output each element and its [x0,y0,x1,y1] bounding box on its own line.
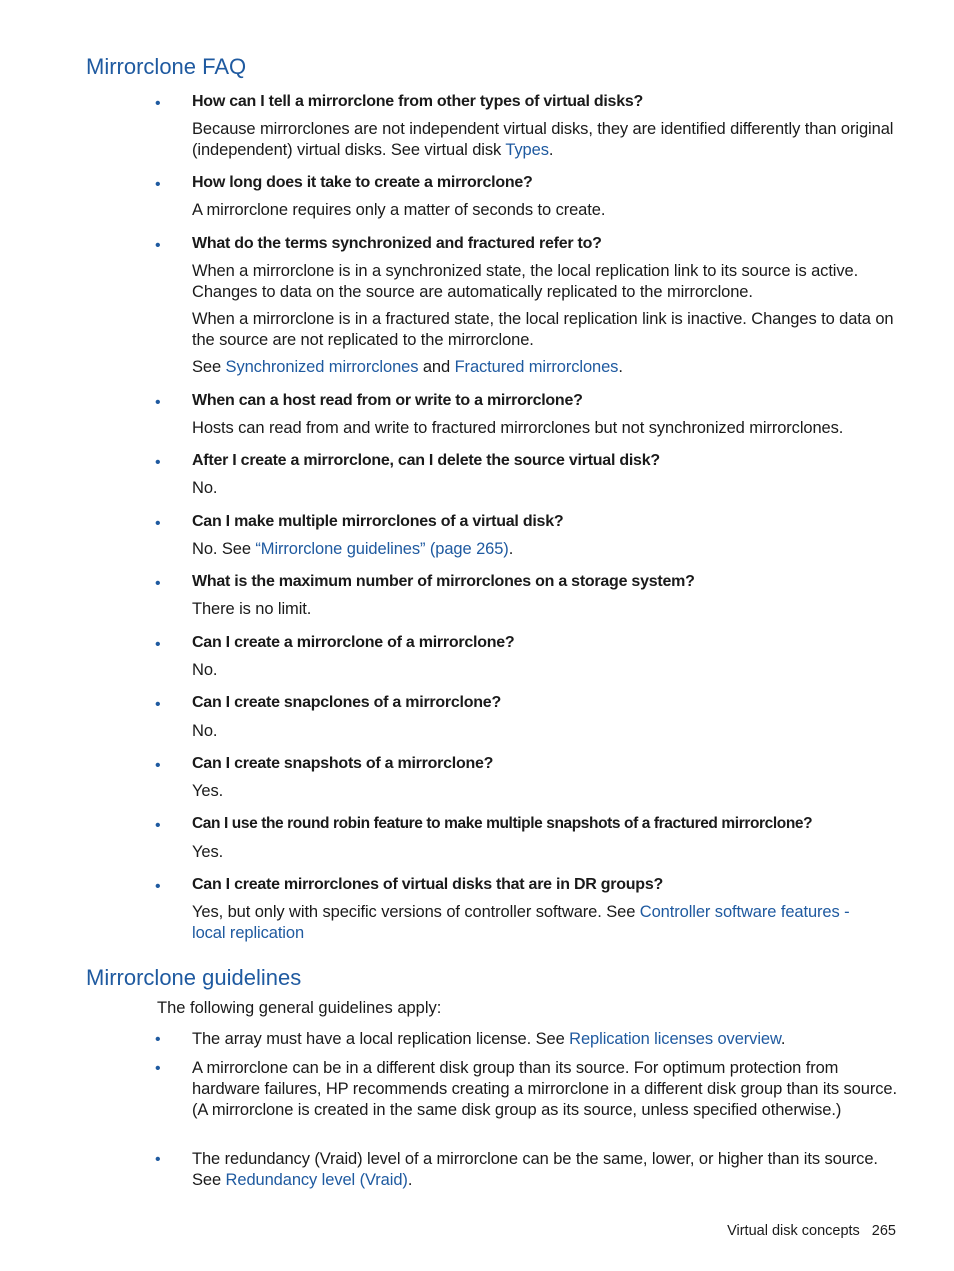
faq-question: What do the terms synchronized and fractured refer to? [192,235,602,252]
bullet-icon: • [155,237,161,254]
bullet-icon: • [155,696,161,713]
faq-answer: No. [192,479,218,497]
guideline-text: The array must have a local replication license. See Replication licenses overview. [192,1030,786,1048]
page-number: 265 [871,1223,896,1239]
faq-question: Can I create mirrorclones of virtual disks that are in DR groups? [192,876,663,893]
faq-question: Can I create a mirrorclone of a mirrorclone? [192,634,515,651]
bullet-icon: • [155,757,161,774]
faq-question: Can I create snapshots of a mirrorclone? [192,755,494,772]
faq-question: What is the maximum number of mirrorclones on a storage system? [192,573,695,590]
bullet-icon: • [155,1151,161,1168]
faq-answer: No. [192,722,218,740]
bullet-icon: • [155,878,161,895]
bullet-icon: • [155,817,161,834]
faq-answer: Yes, but only with specific versions of controller software. See Controller software features - local replication [192,903,850,942]
mirrorclone-guidelines-link[interactable]: “Mirrorclone guidelines” (page 265) [255,540,509,558]
replication-licenses-link[interactable]: Replication licenses overview [569,1030,781,1048]
guidelines-intro: The following general guidelines apply: [157,999,442,1017]
controller-software-features-link[interactable]: Controller software features - local replication [192,903,850,942]
bullet-icon: • [155,454,161,471]
guideline-text: A mirrorclone can be in a different disk group than its source. For optimum protection from hardware failures, HP recommends creating a mirrorclone in a different disk group than its source. (A mirrorclone is created in the same disk group as its source, unless specified otherwise.) [192,1059,897,1119]
faq-question: When can a host read from or write to a mirrorclone? [192,392,583,409]
faq-question: Can I use the round robin feature to make multiple snapshots of a fractured mirrorclone? [192,815,813,832]
bullet-icon: • [155,636,161,653]
faq-answer: When a mirrorclone is in a fractured state, the local replication link is inactive. Changes to data on the source are not replicated to the mirrorclone. [192,310,894,349]
bullet-icon: • [155,1060,161,1077]
bullet-icon: • [155,1031,161,1048]
footer-section: Virtual disk concepts [727,1223,860,1239]
faq-question: How long does it take to create a mirrorclone? [192,174,533,191]
faq-answer: Because mirrorclones are not independent virtual disks, they are identified differently than original (independent) virtual disks. See virtual disk Types. [192,120,894,159]
redundancy-level-link[interactable]: Redundancy level (Vraid) [225,1171,408,1189]
bullet-icon: • [155,394,161,411]
types-link[interactable]: Types [505,141,549,159]
faq-answer: There is no limit. [192,600,312,618]
bullet-icon: • [155,515,161,532]
faq-heading: Mirrorclone FAQ [86,54,247,79]
fractured-mirrorclones-link[interactable]: Fractured mirrorclones [454,358,619,376]
guidelines-heading: Mirrorclone guidelines [86,965,302,990]
synchronized-mirrorclones-link[interactable]: Synchronized mirrorclones [225,358,419,376]
faq-answer: See Synchronized mirrorclones and Fractured mirrorclones. [192,358,623,376]
faq-answer: Yes. [192,843,224,861]
faq-question: Can I make multiple mirrorclones of a virtual disk? [192,513,564,530]
faq-question: Can I create snapclones of a mirrorclone? [192,694,501,711]
faq-answer: Hosts can read from and write to fractured mirrorclones but not synchronized mirrorclones. [192,419,844,437]
faq-answer: No. [192,661,218,679]
faq-answer: A mirrorclone requires only a matter of seconds to create. [192,201,606,219]
guideline-text: The redundancy (Vraid) level of a mirrorclone can be the same, lower, or higher than its source. See Redundancy level (Vraid). [192,1150,878,1189]
page-footer [727,1223,896,1239]
faq-answer: No. See “Mirrorclone guidelines” (page 265). [192,540,514,558]
faq-question: How can I tell a mirrorclone from other types of virtual disks? [192,93,644,110]
bullet-icon: • [155,95,161,112]
faq-answer: When a mirrorclone is in a synchronized state, the local replication link to its source is active. Changes to data on the source are automatically replicated to the mirrorclone. [192,262,859,301]
faq-answer: Yes. [192,782,224,800]
bullet-icon: • [155,575,161,592]
faq-question: After I create a mirrorclone, can I delete the source virtual disk? [192,452,660,469]
bullet-icon: • [155,176,161,193]
